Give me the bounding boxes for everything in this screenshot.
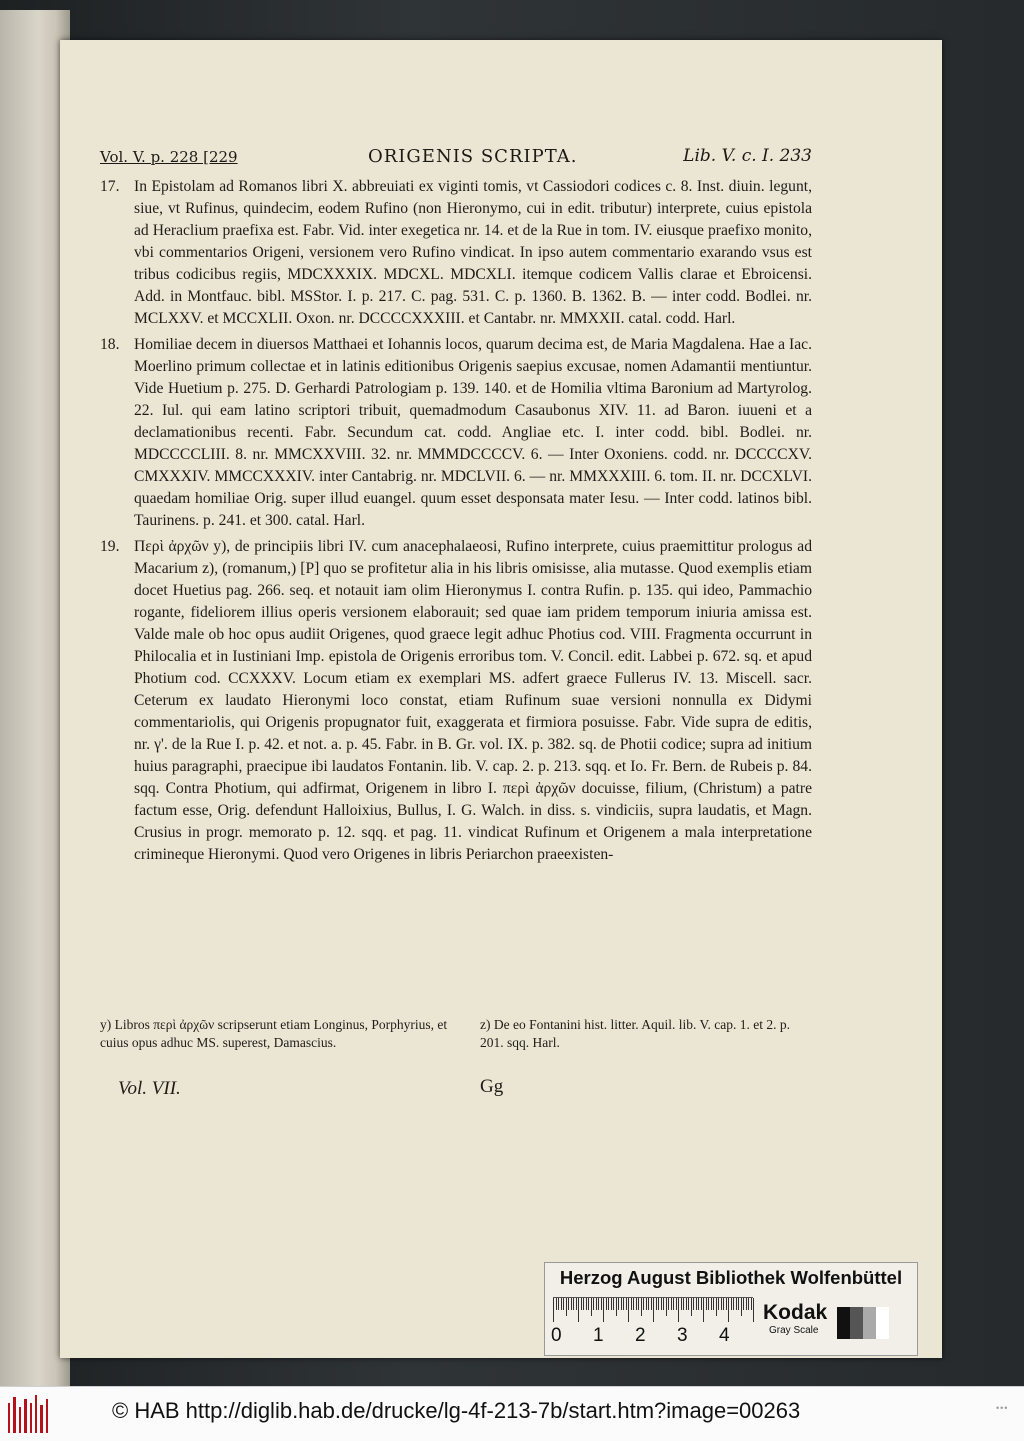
ruler-tick [596,1298,597,1310]
ruler-tick [651,1298,652,1310]
ruler-tick [588,1298,589,1310]
ruler-tick [553,1298,554,1322]
entry-text: Homiliae decem in diuersos Matthaei et Iohannis locos, quarum decima est, de Maria Magdalena. Hae a Iac. Moerlino primum collectae et in latinis editionibus Origenis saepius excusae, nomen Adamantii mentiuntur. Vide Huetium p. 275. D. Gerhardi Patrologiam p. 139. 140. et de Homilia vltima Baronium ad Martyrolog. 22. Iul. qui eam latino scriptori tribuit, quemadmodum Casaubonus XIV. 11. ad Baron. iuueni et a declamationibus recenti. Fabr. Secundum cat. codd. Angliae etc. I. inter codd. bibl. Bodlei. nr. MDCCCCLIII. 8. nr. MMCXXVIII. 32. nr. MMMDCCCCV. 6. — Inter Oxoniens. codd. nr. DCCCCXV. CMXXXIV. MMCCXXXIV. inter Cantabrig. nr. MDCLVII. 6. — nr. MMXXXIII. 6. tom. II. nr. DCCXLVI. quaedam homiliae Orig. super illud euangel. quum esset desponsata mater Iesu. — Inter codd. latinos bibl. Taurinens. p. 241. et 300. catal. Harl. [134,336,812,529]
entry-text: Περὶ ἀρχῶν y), de principiis libri IV. cum anacephalaeosi, Rufino interprete, cuius praemittitur prologus ad Macarium z), (romanum,) [P] quo se profitetur alia in his libris omisisse, alia mutasse. Quod exemplis etiam docet Huetius pag. 266. seq. et notauit iam olim Hieronymus I. contra Rufin. p. 135. qui ideo, Pammachio rogante, fideliorem illius operis versionem elaborauit; sed quae iam pridem temporum iniuria amissa est. Valde male ob hoc opus audiit Origenes, quod graece legit adhuc Photius cod. VIII. Fragmenta occurrunt in Philocalia et in Iustiniani Imp. epistola de Origenis erroribus tom. V. Concil. edit. Labbei p. 672. sq. et apud Photium cod. CCXXXV. Locum etiam ex exemplari MS. adfert graece Fullerus IV. 13. Miscell. sacr. Ceterum ex laudato Hieronymi loco constat, etiam Rufinum suae versioni nonnulla ex Didymi commentariolis, qui Origenis propugnator fuit, exaggerata et firmiora posuisse. Fabr. Vide supra de editis, nr. γ'. de la Rue I. p. 42. et not. a. p. 45. Fabr. in B. Gr. vol. IX. p. 382. sq. de Photii codice; supra ad initium huius paragraphi, praecipue ibi laudatos Fontanin. lib. V. cap. 2. p. 213. sqq. et Io. Fr. Bern. de Rubeis p. 84. sqq. Contra Photium, qui adfirmat, Origenem in libro I. περὶ ἀρχῶν docuisse, filium, (Christum) a patre factum esse, Orig. defendunt Halloixius, Bullus, I. G. Walch. in diss. s. vindiciis, supra laudatis, et Magn. Crusius in progr. memorato p. 12. sqq. et pag. 11. vindicat Rufinum et Origenem a mala interpretatione crimineque Hieronymi. Quod vero Origenes in libris Periarchon praeexisten- [134,538,812,863]
ruler-tick [591,1298,592,1316]
ruler-tick [731,1298,732,1310]
ruler-tick [581,1298,582,1310]
header-book-page: Lib. V. c. I. 233 [683,146,812,166]
ruler-tick [556,1298,557,1310]
ruler-tick [608,1298,609,1310]
ruler-tick [673,1298,674,1310]
ruler-tick [598,1298,599,1310]
ruler-tick [716,1298,717,1316]
ruler-tick [613,1298,614,1310]
ruler-tick [726,1298,727,1310]
ruler-tick [603,1298,604,1322]
ruler-tick [643,1298,644,1310]
ruler-tick [668,1298,669,1310]
color-calibration-card [544,1262,918,1356]
ruler-tick [561,1298,562,1310]
footnote-y: y) Libros περὶ ἀρχῶν scripserunt etiam Longinus, Porphyrius, et cuius opus adhuc MS. superest, Damascius. [100,1017,448,1050]
ruler-tick [631,1298,632,1310]
entry-number: 17. [100,178,120,195]
ruler-scale [553,1297,753,1324]
ruler-tick [738,1298,739,1310]
ruler-tick [723,1298,724,1310]
ruler-tick [618,1298,619,1310]
ruler-tick [743,1298,744,1310]
ruler-tick [646,1298,647,1310]
ruler-tick [616,1298,617,1316]
ruler-numbers [551,1325,761,1349]
ruler-tick [583,1298,584,1310]
ruler-tick [623,1298,624,1310]
ruler-tick [633,1298,634,1310]
ruler-tick [573,1298,574,1310]
running-header [100,146,812,170]
ruler-tick [638,1298,639,1310]
entry-number: 19. [100,538,120,555]
ruler-number: 1 [593,1325,604,1346]
ruler-tick [728,1298,729,1322]
ruler-tick [558,1298,559,1310]
gray-scale-swatch [837,1307,889,1339]
ruler-number: 2 [635,1325,646,1346]
ruler-tick [576,1298,577,1310]
kodak-logo: Kodak [763,1301,828,1324]
ruler-tick [621,1298,622,1310]
ruler-tick [746,1298,747,1310]
ruler-tick [698,1298,699,1310]
ruler-tick [593,1298,594,1310]
ruler-tick [666,1298,667,1316]
ruler-tick [636,1298,637,1310]
entry-18 [100,334,812,532]
ruler-tick [691,1298,692,1316]
ruler-tick [601,1298,602,1310]
ruler-tick [688,1298,689,1310]
entry-text: In Epistolam ad Romanos libri X. abbreuiati ex viginti tomis, vt Cassiodori codices c. 8. Inst. diuin. legunt, siue, vt Rufinus, quindecim, eodem Rufino (non Hieronymo, cui in edit. tributur) interprete, cuius epistola ad Heraclium praefixa est. Fabr. Vid. inter exegetica nr. 14. et de la Rue in tom. IV. eiusque praefixo monito, vbi commentarios Origeni, versionem vero Rufino vindicat. In ipso autem commentario exarando vsus est tribus codicibus regiis, MDCXXXIX. MDCXL. MDCXLI. itemque codicem Vallis clarae et Ebroicensi. Add. in Montfauc. bibl. MSStor. I. p. 217. C. pag. 531. C. p. 1360. B. 1362. B. — inter codd. Bodlei. nr. MCLXXV. et MCCXLII. Oxon. nr. DCCCCXXXIII. et Cantabr. nr. MMXXII. catal. codd. Harl. [134,178,812,327]
copyright-link[interactable]: © HAB http://diglib.hab.de/drucke/lg-4f-213-7b/start.htm?image=00263 [112,1398,801,1423]
ruler-tick [606,1298,607,1310]
ruler-tick [701,1298,702,1310]
gathering-mark: Gg [480,1076,504,1097]
ruler-tick [683,1298,684,1310]
ruler-tick [718,1298,719,1310]
ruler-tick [703,1298,704,1322]
ruler-tick [653,1298,654,1322]
ruler-tick [748,1298,749,1310]
footer-dots-icon: ••• [996,1403,1009,1413]
footnote-z: z) De eo Fontanini hist. litter. Aquil. lib. V. cap. 1. et 2. p. 201. sqq. Harl. [480,1017,790,1050]
header-title: ORIGENIS SCRIPTA. [368,146,578,167]
viewer-footer [0,1386,1024,1441]
ruler-tick [753,1298,754,1322]
ruler-tick [713,1298,714,1310]
ruler-tick [741,1298,742,1316]
ruler-tick [676,1298,677,1310]
ruler-tick [696,1298,697,1310]
entry-19 [100,536,812,866]
ruler-tick [693,1298,694,1310]
library-name: Herzog August Bibliothek Wolfenbüttel [559,1267,903,1288]
ruler-tick [751,1298,752,1310]
ruler-tick [626,1298,627,1310]
ruler-tick [736,1298,737,1310]
ruler-tick [663,1298,664,1310]
ruler-tick [733,1298,734,1310]
hab-logo-icon [8,1395,48,1433]
ruler-tick [708,1298,709,1310]
ruler-tick [568,1298,569,1310]
ruler-tick [661,1298,662,1310]
ruler-tick [711,1298,712,1310]
ruler-number: 4 [719,1325,730,1346]
ruler-tick [641,1298,642,1316]
ruler-tick [671,1298,672,1310]
ruler-tick [648,1298,649,1310]
ruler-tick [706,1298,707,1310]
ruler-tick [658,1298,659,1310]
ruler-tick [721,1298,722,1310]
ruler-tick [578,1298,579,1322]
ruler-tick [586,1298,587,1310]
ruler-number: 0 [551,1325,562,1346]
ruler-tick [563,1298,564,1310]
ruler-tick [678,1298,679,1322]
ruler-tick [681,1298,682,1310]
entry-number: 18. [100,336,120,353]
entry-17 [100,176,812,330]
main-text [100,176,812,870]
ruler-number: 3 [677,1325,688,1346]
ruler-tick [611,1298,612,1310]
kodak-subtitle: Gray Scale [769,1325,819,1336]
ruler-tick [571,1298,572,1310]
ruler-tick [566,1298,567,1316]
ruler-tick [686,1298,687,1310]
signature-mark: Vol. VII. [118,1078,181,1099]
ruler-tick [656,1298,657,1310]
ruler-tick [628,1298,629,1322]
header-volume-ref: Vol. V. p. 228 [229 [100,148,238,166]
